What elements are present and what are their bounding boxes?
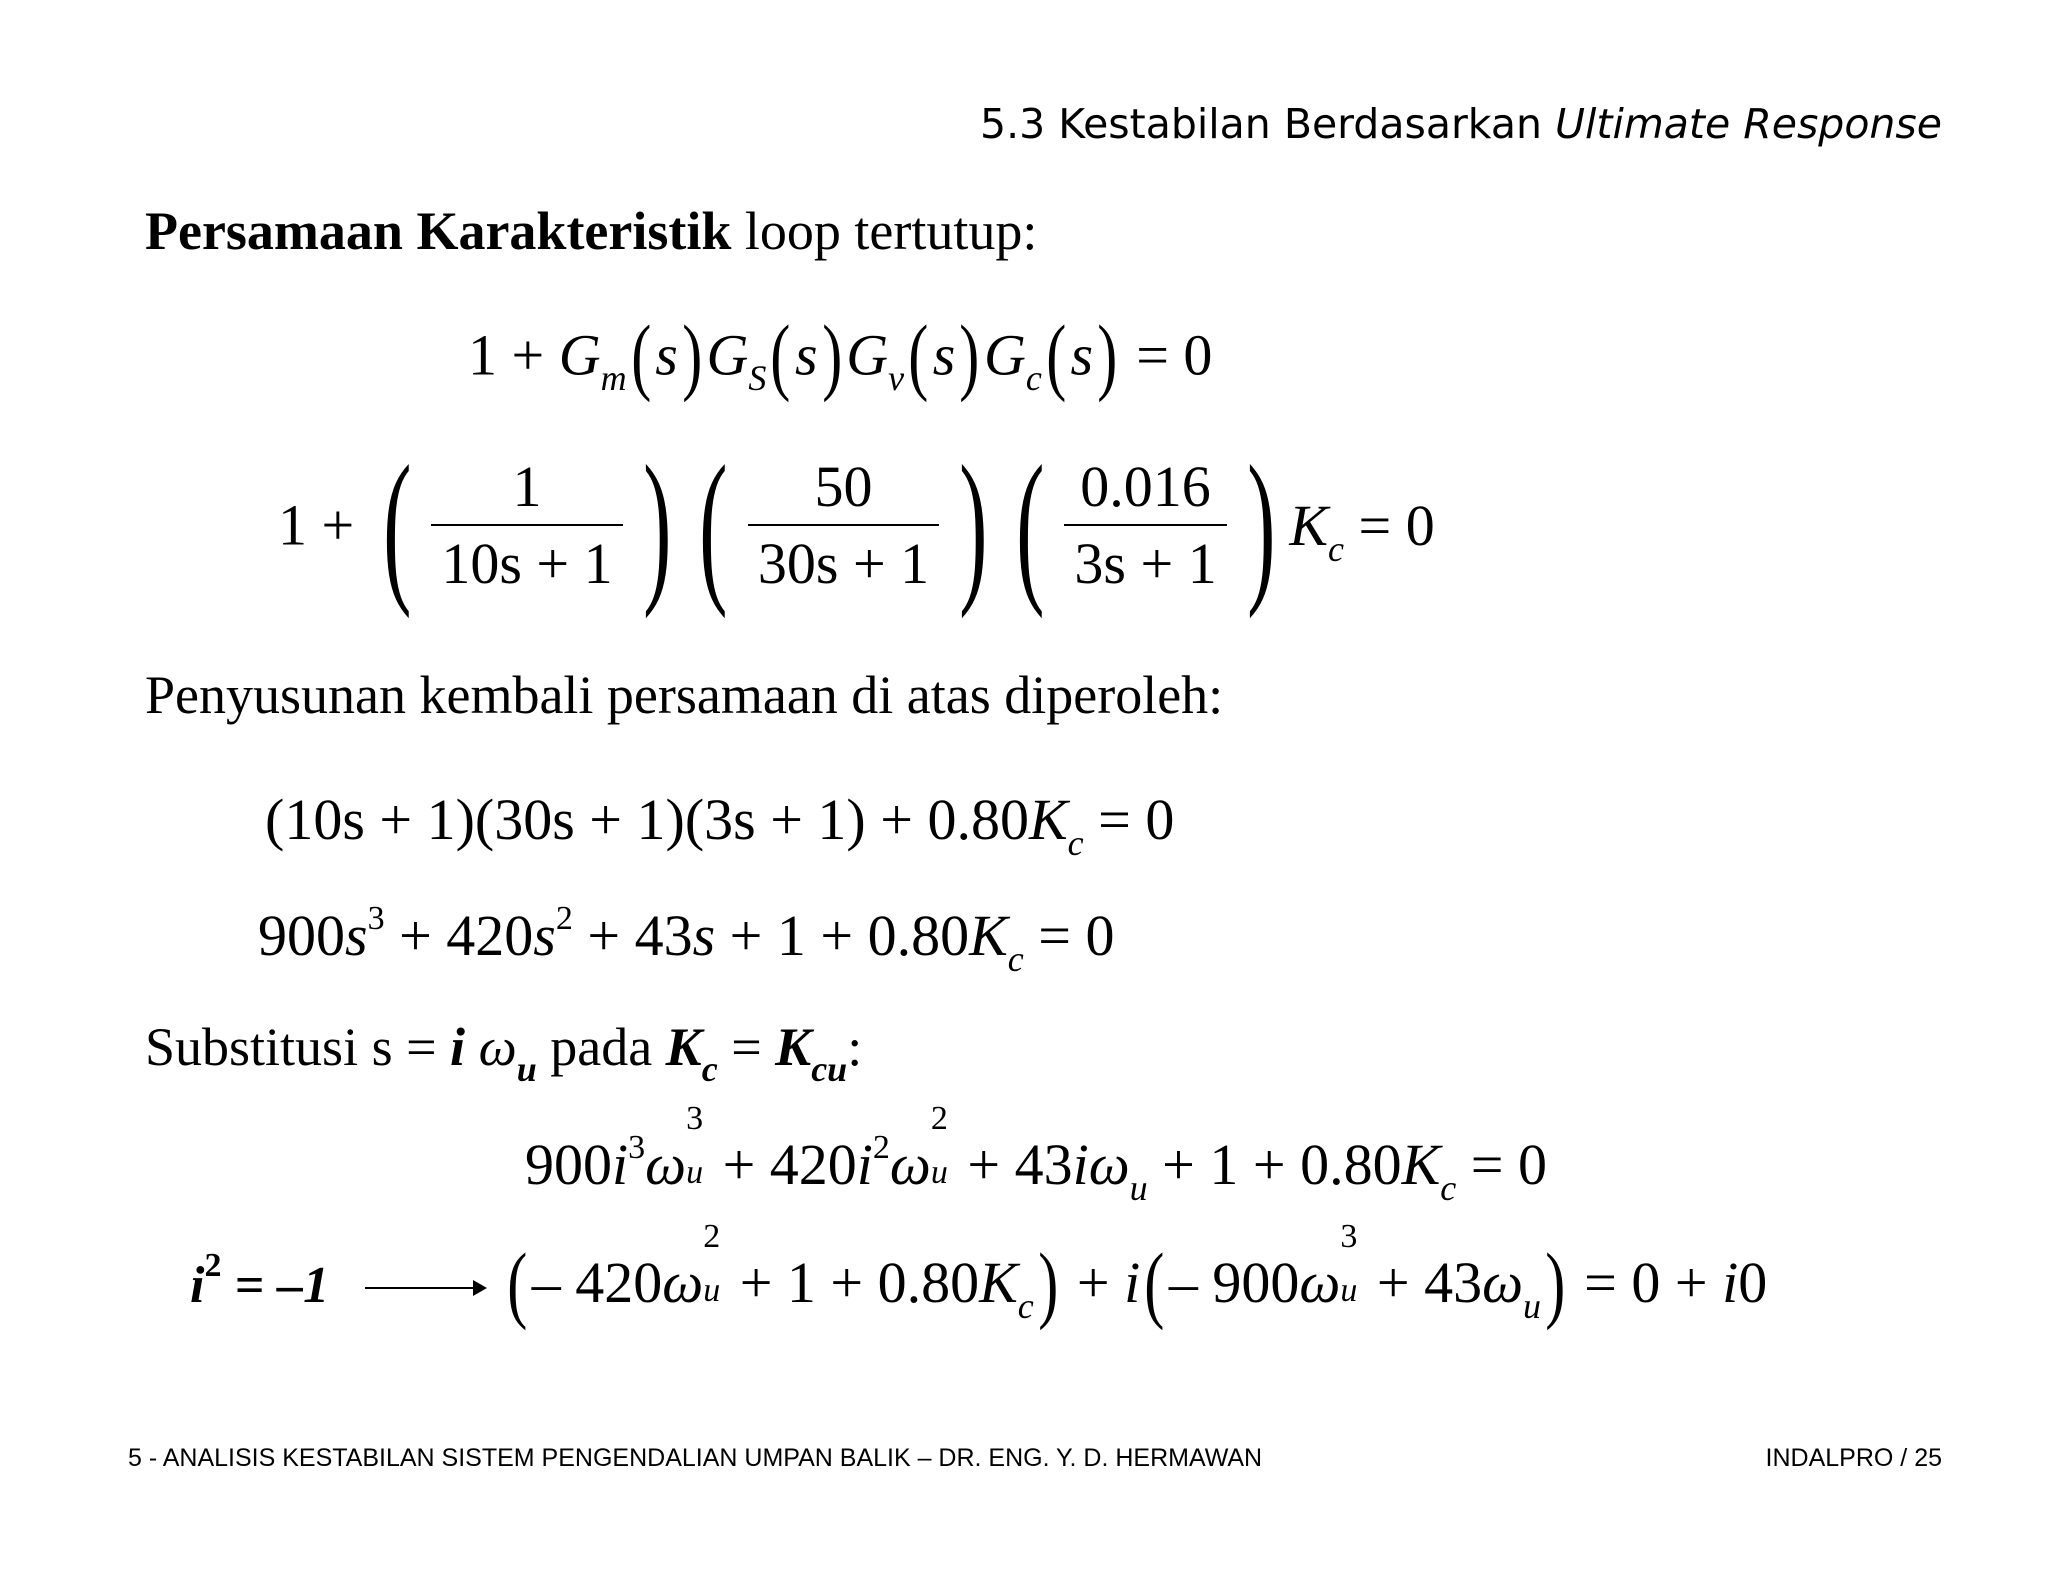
eq4-s: s — [345, 903, 368, 968]
f3-denominator: 3s + 1 — [1074, 531, 1217, 596]
eq5-coef-420: + 420 — [708, 1132, 857, 1197]
eq2-tail — [1289, 492, 1435, 569]
eq2-lead: 1 + — [278, 492, 369, 558]
eq6-sub-u: u — [1523, 1286, 1542, 1326]
eq4-coef-420: + 420 — [384, 903, 534, 968]
fraction-measurement — [431, 453, 622, 597]
eq1-rhs: = 0 — [1121, 322, 1213, 388]
eq4-exp3: 3 — [367, 900, 385, 937]
eq5-sub-u: u — [1129, 1168, 1148, 1208]
eq5-rhs: = 0 — [1456, 1132, 1547, 1197]
substitution-line — [145, 1016, 863, 1089]
eq6-supsub-3 — [1340, 1218, 1362, 1309]
paren: ( — [908, 307, 929, 403]
eq1-lead: 1 + — [468, 322, 559, 388]
eq1-sub-v: v — [888, 358, 905, 399]
eq6-omega: ω — [1299, 1250, 1341, 1315]
equation-polynomial — [258, 900, 1115, 979]
eq5-omega-sub-u: u — [686, 1154, 704, 1191]
subst-sub-u: u — [516, 1049, 537, 1089]
eq4-constant: + 1 + 0.80 — [715, 903, 970, 968]
eq4-coef-43: + 43 — [572, 903, 693, 968]
equation-expanded-factors — [265, 786, 1175, 863]
eq5-omega-exp3: 3 — [686, 1100, 704, 1137]
fraction-valve — [1064, 453, 1226, 597]
eq1-s: s — [1070, 322, 1094, 388]
paren-left: ( — [699, 431, 728, 619]
eq5-supsub-3 — [686, 1100, 708, 1191]
subst-sub-cu: cu — [811, 1049, 848, 1089]
eq5-omega-exp2: 2 — [930, 1100, 948, 1137]
eq6-K: K — [979, 1250, 1018, 1315]
paren-left: ( — [382, 431, 412, 619]
eq6-rhs-zero: 0 — [1738, 1250, 1768, 1315]
equation-characteristic-numeric — [278, 431, 1435, 619]
eq1-G-v: G — [846, 322, 889, 388]
subst-omega: ω — [478, 1017, 517, 1077]
f1-numerator: 1 — [431, 453, 622, 526]
eq1-G-S: G — [706, 322, 749, 388]
eq6-omega: ω — [662, 1250, 704, 1315]
equation-characteristic-general — [468, 307, 1213, 404]
paren: ( — [1144, 1234, 1165, 1331]
subst-colon: : — [847, 1017, 863, 1077]
subst-K-cu: K — [775, 1017, 812, 1077]
eq5-i: i — [1072, 1132, 1089, 1197]
paren: ) — [821, 307, 842, 403]
paren-right: ) — [959, 431, 988, 619]
eq4-s: s — [692, 903, 716, 968]
eq5-supsub-2 — [930, 1100, 953, 1191]
paren: ( — [507, 1234, 528, 1331]
eq5-i: i — [612, 1132, 629, 1197]
eq6-omega-sub-u: u — [703, 1272, 721, 1309]
eq6-plus: + — [1062, 1250, 1125, 1315]
eq1-sub-c: c — [1025, 358, 1042, 399]
f3-numerator: 0.016 — [1064, 453, 1226, 526]
fraction-process — [748, 453, 939, 597]
eq2-rhs: = 0 — [1343, 492, 1435, 558]
eq5-i-exp3: 3 — [628, 1129, 646, 1166]
paren: ( — [630, 307, 651, 403]
eq4-s: s — [533, 903, 556, 968]
eq5-sub-c: c — [1440, 1168, 1457, 1208]
subst-eq: = — [717, 1017, 776, 1077]
subst-K: K — [665, 1017, 702, 1077]
eq5-constant: + 1 + 0.80 — [1147, 1132, 1402, 1197]
eq4-exp2: 2 — [555, 900, 573, 937]
eq6-coef-900: – 900 — [1168, 1250, 1300, 1315]
eq5-K: K — [1401, 1132, 1441, 1197]
eq5-omega: ω — [889, 1132, 931, 1197]
f2-denominator: 30s + 1 — [757, 531, 930, 596]
header-title-italic: Ultimate Response — [1554, 100, 1942, 148]
eq5-coef-900: 900 — [525, 1132, 612, 1197]
paren-right: ) — [642, 431, 672, 619]
subst-prefix: Substitusi s = — [145, 1017, 451, 1077]
intro-rest: loop tertutup: — [731, 201, 1038, 261]
eq1-G-c: G — [983, 322, 1026, 388]
eq5-omega: ω — [1088, 1132, 1130, 1197]
eq4-coef-900: 900 — [258, 903, 345, 968]
eq1-G-m: G — [558, 322, 601, 388]
eq6-coef-43: + 43 — [1362, 1250, 1483, 1315]
eq6-omega-exp3: 3 — [1340, 1218, 1358, 1255]
eq6-rhs-i: i — [1722, 1250, 1739, 1315]
eq6-lhs-rest: = –1 — [221, 1257, 330, 1314]
eq6-i: i — [1124, 1250, 1141, 1315]
slide-header — [980, 100, 1942, 148]
eq4-K: K — [969, 903, 1008, 968]
f1-denominator: 10s + 1 — [441, 531, 613, 596]
eq5-i-exp2: 2 — [872, 1129, 890, 1166]
eq6-rhs: = 0 + — [1569, 1250, 1723, 1315]
right-arrow-icon — [365, 1287, 487, 1291]
intro-line — [145, 200, 1037, 262]
paren: ) — [1097, 307, 1118, 403]
eq3-factors: (10s + 1)(30s + 1)(3s + 1) + 0.80 — [265, 787, 1029, 852]
paren-left: ( — [1015, 431, 1045, 619]
paren: ) — [959, 307, 980, 403]
eq2-sub-c: c — [1328, 528, 1344, 569]
eq1-s: s — [795, 322, 818, 388]
eq6-lhs-exp: 2 — [204, 1247, 222, 1284]
eq3-rhs: = 0 — [1083, 787, 1175, 852]
eq3-sub-c: c — [1067, 823, 1084, 863]
f2-numerator: 50 — [748, 453, 939, 526]
eq6-sub-c: c — [1017, 1286, 1034, 1326]
eq5-coef-43: + 43 — [952, 1132, 1073, 1197]
eq6-constant: + 1 + 0.80 — [725, 1250, 980, 1315]
paren: ( — [770, 307, 791, 403]
eq4-sub-c: c — [1007, 939, 1024, 979]
paren: ) — [682, 307, 703, 403]
eq6-omega-exp2: 2 — [703, 1218, 721, 1255]
eq6-lhs-i: i — [190, 1257, 205, 1314]
subst-i: i — [450, 1017, 466, 1077]
eq1-sub-S: S — [748, 358, 767, 399]
paren: ) — [1038, 1234, 1059, 1331]
subst-mid: pada — [536, 1017, 666, 1077]
eq6-omega: ω — [1482, 1250, 1524, 1315]
rearrange-text: Penyusunan kembali persamaan di atas diperoleh: — [145, 665, 1224, 725]
eq1-s: s — [655, 322, 678, 388]
eq6-supsub-2 — [703, 1218, 725, 1309]
paren-right: ) — [1246, 431, 1276, 619]
equation-substituted — [525, 1100, 1547, 1208]
eq1-s: s — [932, 322, 956, 388]
eq3-K: K — [1028, 787, 1068, 852]
eq5-omega-sub-u: u — [930, 1154, 948, 1191]
eq1-sub-m: m — [600, 358, 627, 399]
footer-left: 5 - ANALISIS KESTABILAN SISTEM PENGENDALIAN UMPAN BALIK – DR. ENG. Y. D. HERMAWAN — [128, 1444, 1263, 1472]
paren: ) — [1545, 1234, 1566, 1331]
eq4-rhs: = 0 — [1023, 903, 1115, 968]
intro-bold: Persamaan Karakteristik — [145, 201, 732, 261]
subst-sub-c: c — [701, 1049, 718, 1089]
equation-real-imaginary — [190, 1218, 1768, 1332]
eq5-omega: ω — [645, 1132, 687, 1197]
eq2-K: K — [1289, 492, 1328, 558]
eq6-coef-420: – 420 — [531, 1250, 663, 1315]
eq5-i: i — [856, 1132, 873, 1197]
header-title: 5.3 Kestabilan Berdasarkan — [980, 100, 1555, 148]
eq6-omega-sub-u: u — [1340, 1272, 1358, 1309]
paren: ( — [1046, 307, 1067, 403]
footer-page-number: INDALPRO / 25 — [1765, 1444, 1942, 1472]
